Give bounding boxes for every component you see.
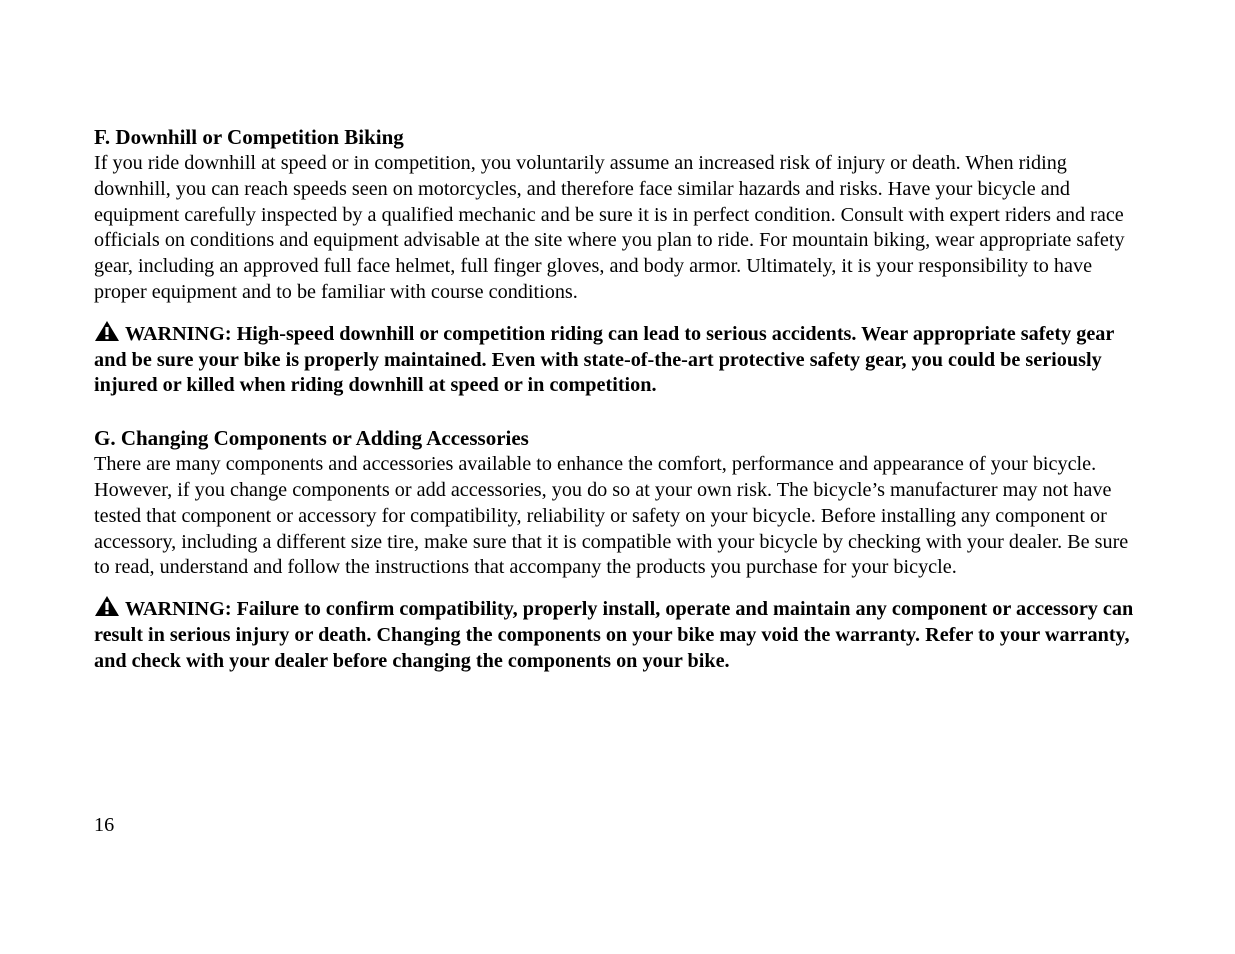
warning-block-2 [94,595,1134,674]
warning-triangle-icon [94,320,120,342]
section-f-heading: F. Downhill or Competition Biking [94,125,404,149]
manual-page [94,124,1134,675]
warning-block-1 [94,320,1134,399]
section-f-body: If you ride downhill at speed or in competition, you voluntarily assume an increased risk of injury or death. When riding downhill, you can reach speeds seen on motorcycles, and therefore face similar hazards and risks. Have your bicycle and equipment carefully inspected by a qualified mechanic and be sure it is in perfect condition. Consult with expert riders and race officials on conditions and equipment advisable at the site where you plan to ride. For mountain biking, wear appropriate safety gear, including an approved full face helmet, full finger gloves, and body armor. Ultimately, it is your responsibility to have proper equipment and to be familiar with course conditions. [94,152,1125,303]
page-number: 16 [94,814,115,836]
warning-text-1: WARNING: High-speed downhill or competition riding can lead to serious accidents. Wear appropriate safety gear and be sure your bike is properly maintained. Even with state-of-the-art protective safety gear, you could be seriously injured or killed when riding downhill at speed or in competition. [94,322,1114,397]
section-g-body: There are many components and accessories available to enhance the comfort, performance and appearance of your bicycle. However, if you change components or add accessories, you do so at your own risk. The bicycle’s manufacturer may not have tested that component or accessory for compatibility, reliability or safety on your bicycle. Before installing any component or accessory, including a different size tire, make sure that it is compatible with your bicycle by checking with your dealer. Be sure to read, understand and follow the instructions that accompany the products you purchase for your bicycle. [94,453,1129,579]
warning-triangle-icon [94,595,120,617]
section-g-heading: G. Changing Components or Adding Accessories [94,426,529,451]
warning-text-2: WARNING: Failure to confirm compatibility, properly install, operate and maintain any component or accessory can result in serious injury or death. Changing the components on your bike may void the warranty. Refer to your warranty, and check with your dealer before changing the components on your bike. [94,598,1134,672]
